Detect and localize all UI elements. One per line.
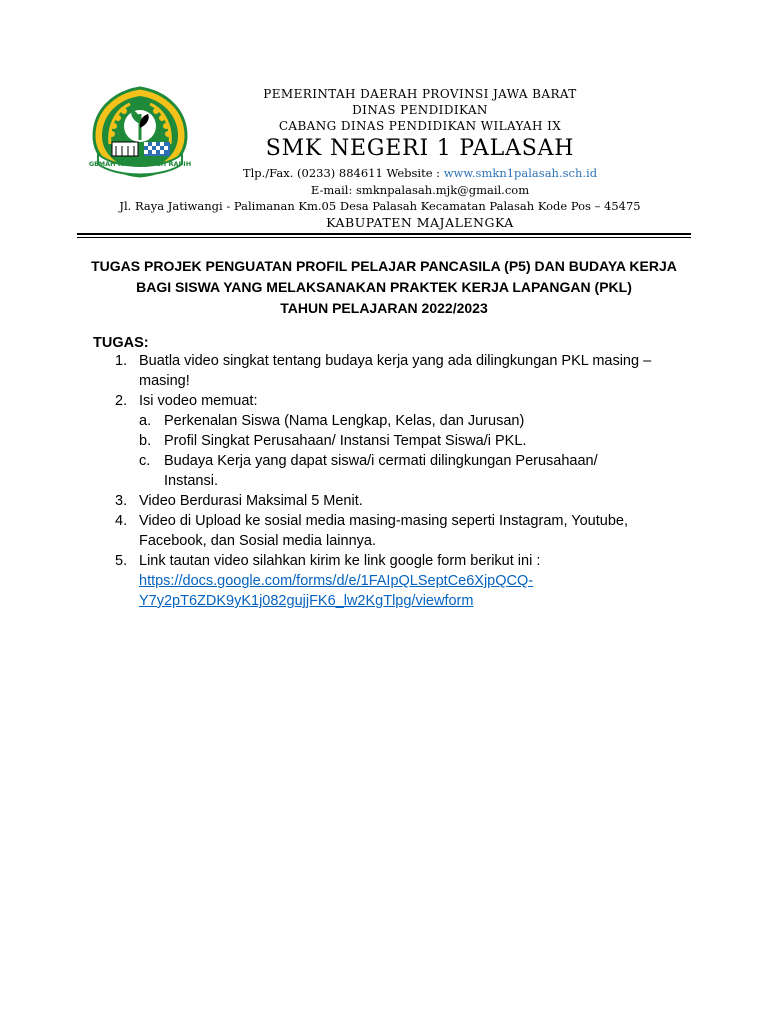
list-item-text: Video Berdurasi Maksimal 5 Menit. [139,493,363,509]
phone-fax-text: Tlp./Fax. (0233) 884611 Website : [242,166,444,180]
contact-line [150,166,690,180]
list-item-number: 4. [115,513,128,529]
list-item-text: Isi vodeo memuat: [139,393,258,409]
list-item-number: 2. [115,393,128,409]
document-title-line-3: TAHUN PELAJARAN 2022/2023 [280,300,488,316]
list-item-number: 5. [115,553,128,569]
svg-text:GEMAH RIPAH REPEH RAPIH: GEMAH RIPAH REPEH RAPIH [88,160,192,168]
sub-list-item-letter: c. [139,453,151,469]
list-item-text: Facebook, dan Sosial media lainnya. [139,533,376,549]
tugas-heading: TUGAS: [93,335,149,351]
list-item-text: Buatla video singkat tentang budaya kerja yang ada dilingkungan PKL masing – [139,353,652,369]
address-line: Jl. Raya Jatiwangi - Palimanan Km.05 Desa Palasah Kecamatan Palasah Kode Pos – 45475 [119,199,641,213]
list-item-text: Link tautan video silahkan kirim ke link google form berikut ini : [139,553,541,569]
letterhead-divider-thick [77,233,691,235]
sub-list-item-text: Profil Singkat Perusahaan/ Instansi Tempat Siswa/i PKL. [164,433,527,449]
email-line: E-mail: smknpalasah.mjk@gmail.com [310,183,530,197]
document-title-line-1: TUGAS PROJEK PENGUATAN PROFIL PELAJAR PANCASILA (P5) DAN BUDAYA KERJA [91,258,677,274]
sub-list-item-text: Perkenalan Siswa (Nama Lengkap, Kelas, dan Jurusan) [164,413,525,429]
school-name: SMK NEGERI 1 PALASAH [265,136,575,161]
document-title-line-2: BAGI SISWA YANG MELAKSANAKAN PRAKTEK KERJA LAPANGAN (PKL) [136,279,632,295]
list-item-text: masing! [139,373,190,389]
google-form-link-continued[interactable]: Y7y2pT6ZDK9yK1j082gujjFK6_lw2KgTlpg/viewform [139,593,474,609]
letterhead-department: DINAS PENDIDIKAN [352,103,488,117]
list-item-text: Video di Upload ke sosial media masing-masing seperti Instagram, Youtube, [139,513,628,529]
letterhead [0,0,768,240]
letterhead-branch: CABANG DINAS PENDIDIKAN WILAYAH IX [278,119,562,133]
sub-list-item-letter: b. [139,433,152,449]
regency-line: KABUPATEN MAJALENGKA [326,215,514,230]
letterhead-divider-thin [77,237,691,238]
website-link[interactable]: www.smkn1palasah.sch.id [443,166,598,180]
letterhead-government: PEMERINTAH DAERAH PROVINSI JAWA BARAT [263,87,577,101]
sub-list-item-text: Budaya Kerja yang dapat siswa/i cermati dilingkungan Perusahaan/ [164,453,598,469]
google-form-link[interactable]: https://docs.google.com/forms/d/e/1FAIpQLSeptCe6XjpQCQ- [139,573,534,589]
sub-list-item-letter: a. [139,413,152,429]
list-item-number: 1. [115,353,128,369]
west-java-emblem-logo [86,84,194,178]
list-item-number: 3. [115,493,128,509]
sub-list-item-text: Instansi. [164,473,218,489]
